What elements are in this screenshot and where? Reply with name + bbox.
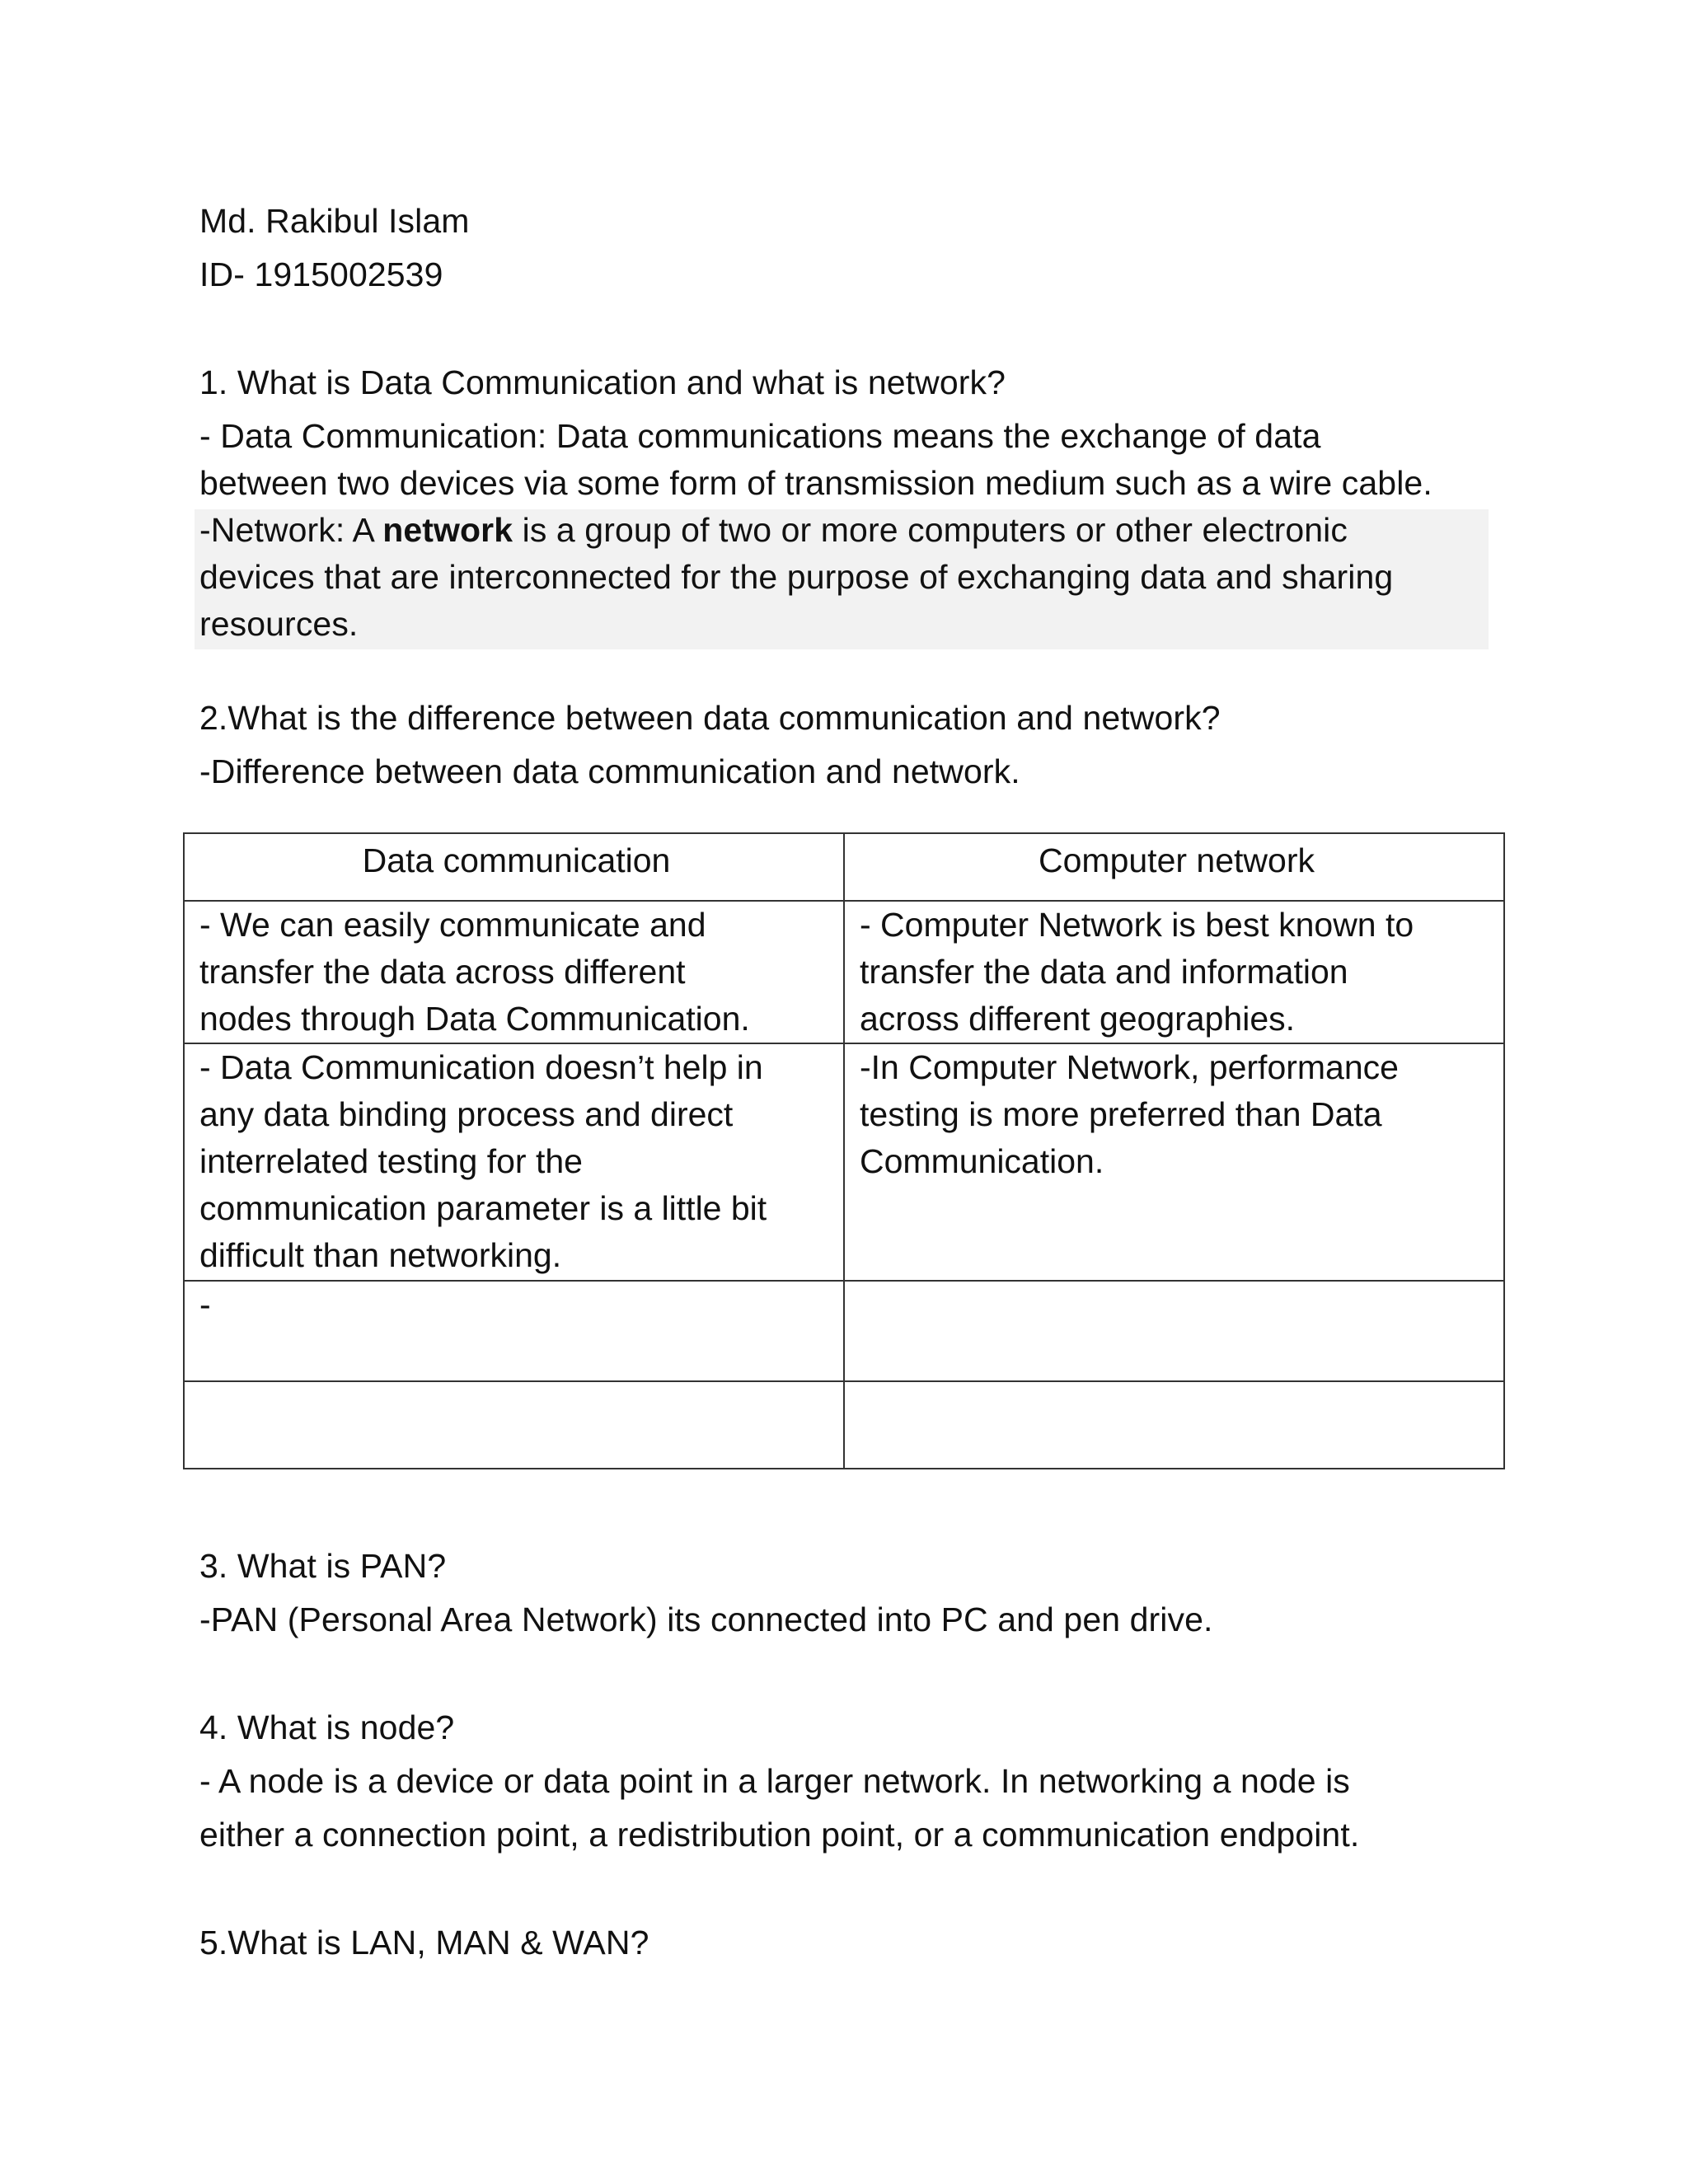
cell-text-line: interrelated testing for the bbox=[199, 1142, 583, 1180]
table-cell-left bbox=[184, 1043, 844, 1281]
author-name: Md. Rakibul Islam bbox=[199, 202, 470, 240]
answer-1-data-communication-line-1: - Data Communication: Data communications means the exchange of data bbox=[199, 417, 1321, 455]
cell-text-line: any data binding process and direct bbox=[199, 1095, 734, 1133]
network-rest: is a group of two or more computers or other electronic bbox=[513, 511, 1348, 549]
answer-1-data-communication-line-2: between two devices via some form of transmission medium such as a wire cable. bbox=[199, 464, 1432, 502]
network-prefix: -Network: A bbox=[199, 511, 383, 549]
answer-4-line-2: either a connection point, a redistribution point, or a communication endpoint. bbox=[199, 1816, 1360, 1854]
table-header-row bbox=[184, 833, 1504, 901]
difference-table bbox=[183, 832, 1505, 1469]
table-row bbox=[184, 1043, 1504, 1281]
question-4: 4. What is node? bbox=[199, 1708, 455, 1746]
table-cell-right bbox=[844, 1043, 1504, 1281]
cell-text-line: nodes through Data Communication. bbox=[199, 1000, 750, 1038]
table-row bbox=[184, 1381, 1504, 1469]
network-bold-term: network bbox=[382, 511, 513, 549]
answer-2-intro: -Difference between data communication and network. bbox=[199, 752, 1020, 790]
cell-text-line: difficult than networking. bbox=[199, 1236, 562, 1274]
answer-3: -PAN (Personal Area Network) its connected into PC and pen drive. bbox=[199, 1601, 1213, 1638]
cell-text-line: -In Computer Network, performance bbox=[860, 1048, 1399, 1086]
cell-text-line: testing is more preferred than Data bbox=[860, 1095, 1382, 1133]
answer-1-network-line-3: resources. bbox=[199, 605, 359, 643]
question-5: 5.What is LAN, MAN & WAN? bbox=[199, 1924, 649, 1961]
table-header-data-communication: Data communication bbox=[184, 833, 844, 901]
table-cell-left bbox=[184, 901, 844, 1043]
question-2: 2.What is the difference between data communication and network? bbox=[199, 699, 1221, 737]
cell-text-line: across different geographies. bbox=[860, 1000, 1296, 1038]
question-3: 3. What is PAN? bbox=[199, 1547, 447, 1585]
question-1: 1. What is Data Communication and what is network? bbox=[199, 363, 1006, 401]
cell-text-line: - Computer Network is best known to bbox=[860, 906, 1414, 944]
cell-text-line: - We can easily communicate and bbox=[199, 906, 706, 944]
student-id: ID- 1915002539 bbox=[199, 255, 443, 293]
answer-1-network-line-1 bbox=[199, 507, 1348, 554]
table-cell-right bbox=[844, 1281, 1504, 1381]
table-row bbox=[184, 901, 1504, 1043]
cell-text-line: - Data Communication doesn’t help in bbox=[199, 1048, 763, 1086]
table-row bbox=[184, 1281, 1504, 1381]
table-cell-right bbox=[844, 1381, 1504, 1469]
cell-text-line: transfer the data and information bbox=[860, 953, 1348, 991]
table-cell-left bbox=[184, 1381, 844, 1469]
cell-text-line: - bbox=[199, 1286, 211, 1324]
table-cell-left bbox=[184, 1281, 844, 1381]
table-header-computer-network: Computer network bbox=[844, 833, 1504, 901]
answer-4-line-1: - A node is a device or data point in a larger network. In networking a node is bbox=[199, 1762, 1350, 1800]
cell-text-line: transfer the data across different bbox=[199, 953, 686, 991]
cell-text-line: Communication. bbox=[860, 1142, 1104, 1180]
cell-text-line: communication parameter is a little bit bbox=[199, 1189, 767, 1227]
table-cell-right bbox=[844, 901, 1504, 1043]
answer-1-network-line-2: devices that are interconnected for the purpose of exchanging data and sharing bbox=[199, 558, 1394, 596]
